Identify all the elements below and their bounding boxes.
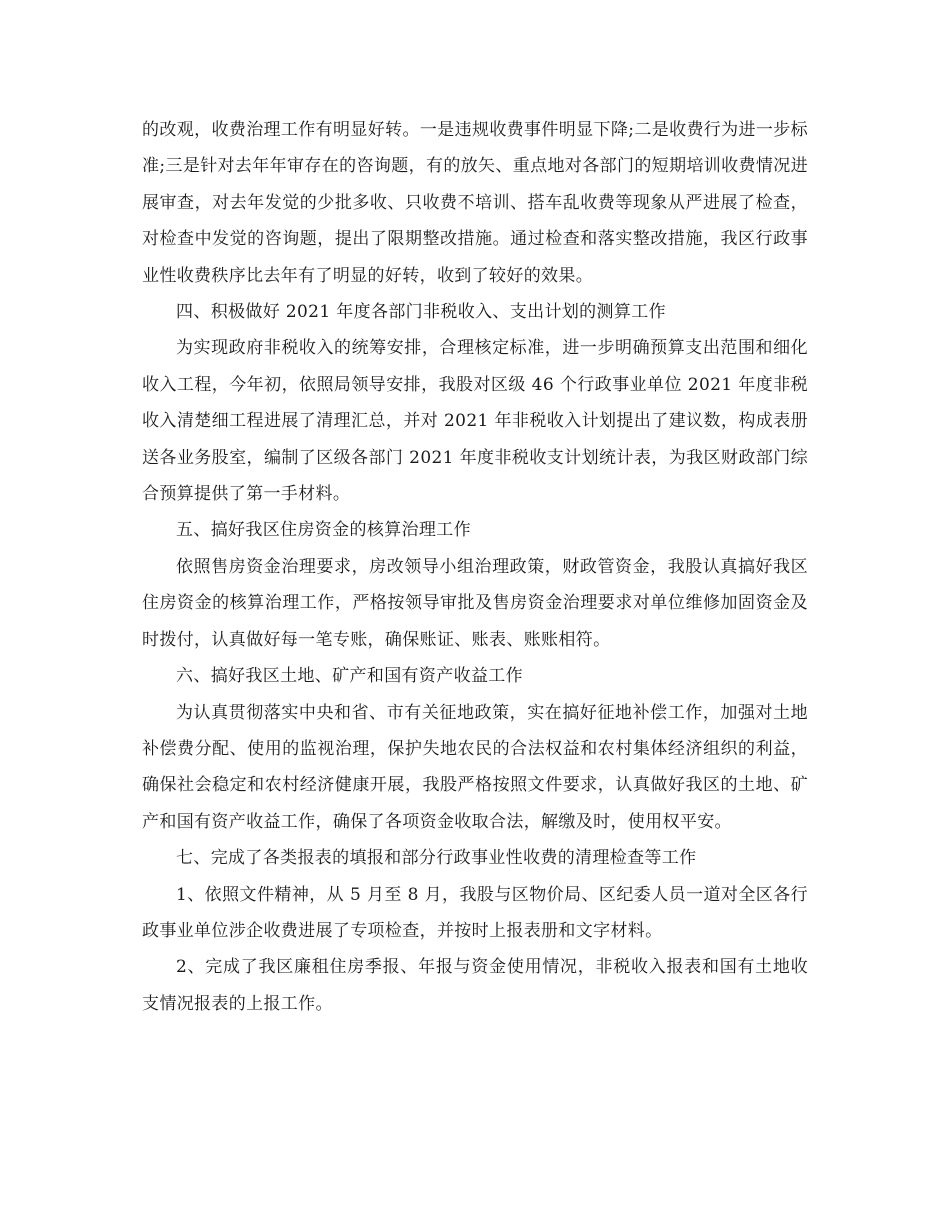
paragraph-continuation: 的改观，收费治理工作有明显好转。一是违规收费事件明显下降;二是收费行为进一步标准;三是针对去年年审存在的咨询题，有的放矢、重点地对各部门的短期培训收费情况进展审查，对去年发觉的少批多收、只收费不培训、搭车乱收费等现象从严进展了检查，对检查中发觉的咨询题，提出了限期整改措施。通过检查和落实整改措施，我区行政事业性收费秩序比去年有了明显的好转，收到了较好的效果。 [142,120,808,286]
paragraph-section-4: 为实现政府非税收入的统筹安排，合理核定标准，进一步明确预算支出范围和细化收入工程，今年初，依照局领导安排，我股对区级 46 个行政事业单位 2021 年度非税收入清楚细工程进展了清理汇总，并对 2021 年非税收入计划提出了建议数，构成表册送各业务股室，编制了区级各部门 2021 年度非税收支计划统计表，为我区财政部门综合预算提供了第一手材料。 [142,338,808,505]
section-heading-6: 六、搞好我区土地、矿产和国有资产收益工作 [176,666,523,687]
paragraph-section-6: 为认真贯彻落实中央和省、市有关征地政策，实在搞好征地补偿工作，加强对土地补偿费分配、使用的监视治理，保护失地农民的合法权益和农村集体经济组织的利益，确保社会稳定和农村经济健康开展，我股严格按照文件要求，认真做好我区的土地、矿产和国有资产收益工作，确保了各项资金收取合法，解缴及时，使用权平安。 [142,702,808,832]
section-heading-4: 四、积极做好 2021 年度各部门非税收入、支出计划的测算工作 [176,302,666,323]
section-heading-5: 五、搞好我区住房资金的核算治理工作 [176,520,471,541]
paragraph-section-5: 依照售房资金治理要求，房改领导小组治理政策，财政管资金，我股认真搞好我区住房资金的核算治理工作，严格按领导审批及售房资金治理要求对单位维修加固资金及时拨付，认真做好每一笔专账，确保账证、账表、账账相符。 [142,556,808,650]
section-heading-7: 七、完成了各类报表的填报和部分行政事业性收费的清理检查等工作 [176,848,697,869]
paragraph-section-7-item-2: 2、完成了我区廉租住房季报、年报与资金使用情况，非税收入报表和国有土地收支情况报表的上报工作。 [142,957,808,1014]
document-body [142,112,808,1022]
paragraph-section-7-item-1: 1、依照文件精神，从 5 月至 8 月，我股与区物价局、区纪委人员一道对全区各行政事业单位涉企收费进展了专项检查，并按时上报表册和文字材料。 [142,884,808,941]
